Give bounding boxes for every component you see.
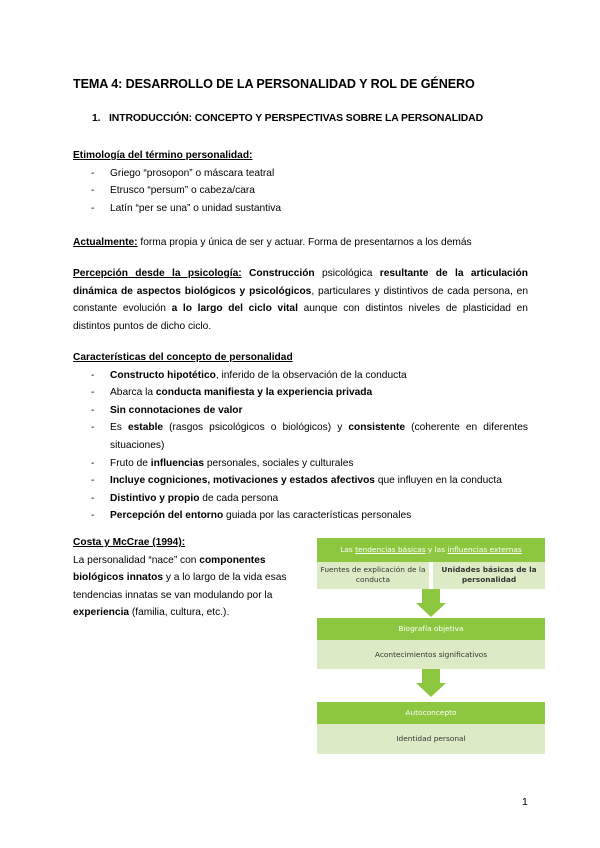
diagram-left-box: Fuentes de explicación de la conducta <box>317 562 429 589</box>
diagram-mid-sub: Acontecimientos significativos <box>317 640 545 669</box>
arrow-head-icon <box>416 603 446 617</box>
personality-diagram <box>317 538 545 757</box>
list-item: - Incluye cogniciones, motivaciones y estados afectivos que influyen en la conducta <box>91 475 502 487</box>
percepcion-heading: Percepción desde la psicología: <box>73 268 242 279</box>
page-number: 1 <box>522 796 528 808</box>
arrow-head-icon <box>416 683 446 697</box>
etimologia-heading: Etimología del término personalidad: <box>73 150 253 161</box>
arrow-down-icon <box>422 589 440 603</box>
list-item: - Distintivo y propio de cada persona <box>91 492 279 504</box>
actualmente-heading: Actualmente: <box>73 237 138 248</box>
list-item: - Constructo hipotético, inferido de la observación de la conducta <box>91 369 407 381</box>
diagram-bottom-title: Autoconcepto <box>317 702 545 724</box>
diagram-bottom-sub: Identidad personal <box>317 724 545 754</box>
list-item: - Fruto de influencias personales, sociales y culturales <box>91 457 354 469</box>
list-item: - Latín “per se una” o unidad sustantiva <box>91 202 282 214</box>
list-item: - Griego “prosopon” o máscara teatral <box>91 167 275 179</box>
section-title-text: INTRODUCCIÓN: CONCEPTO Y PERSPECTIVAS SOBRE LA PERSONALIDAD <box>109 113 483 124</box>
costa-block <box>73 534 288 622</box>
diagram-top-bar: Las tendencias básicas y las influencias externas <box>317 538 545 562</box>
document-title: TEMA 4: DESARROLLO DE LA PERSONALIDAD Y ROL DE GÉNERO <box>73 77 475 91</box>
list-item: - Sin connotaciones de valor <box>91 404 243 416</box>
diagram-right-box: Unidades básicas de la personalidad <box>433 562 545 589</box>
percepcion-block: Percepción desde la psicología: Construcción psicológica resultante de la articulación dinámica de aspectos biológicos y psicológicos, particulares y distintivos de cada persona, en constante evolución a lo largo del ciclo vital aunque con distintos niveles de plasticidad en distintos puntos de dicho ciclo. <box>73 268 528 332</box>
section-number: 1. <box>92 113 101 124</box>
caracteristicas-block <box>73 349 528 525</box>
list-item: - Es estable (rasgos psicológicos o biológicos) y consistente (coherente en diferentes situaciones) <box>91 422 528 451</box>
actualmente-text: forma propia y única de ser y actuar. Forma de presentarnos a los demás <box>137 237 472 248</box>
list-item: - Etrusco “persum” o cabeza/cara <box>91 185 255 197</box>
etimologia-block <box>73 147 528 217</box>
costa-heading: Costa y McCrae (1994): <box>73 537 186 548</box>
arrow-down-icon <box>422 669 440 683</box>
list-item: - Percepción del entorno guiada por las características personales <box>91 510 412 522</box>
list-item: - Abarca la conducta manifiesta y la experiencia privada <box>91 387 373 399</box>
diagram-mid-title: Biografía objetiva <box>317 618 545 640</box>
caracteristicas-list <box>73 367 528 525</box>
section-heading <box>92 113 483 124</box>
costa-text: La personalidad “nace” con componentes biológicos innatos y a lo largo de la vida esas tendencias innatas se van modulando por la experiencia (familia, cultura, etc.). <box>73 554 287 619</box>
caracteristicas-heading: Características del concepto de personalidad <box>73 352 293 363</box>
actualmente-block <box>73 234 528 252</box>
etimologia-list <box>73 165 528 218</box>
